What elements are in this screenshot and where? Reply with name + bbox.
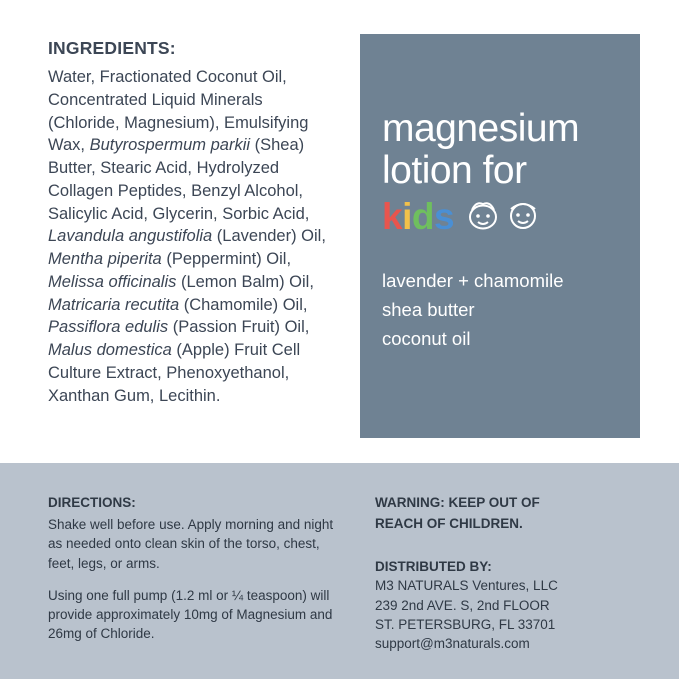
kids-row bbox=[382, 195, 626, 237]
directions-paragraph-1: Shake well before use. Apply morning and night as needed onto clean skin of the torso, chest, feet, legs, or arms. bbox=[48, 517, 334, 571]
warning-distributor-block bbox=[375, 494, 645, 653]
ingredients-block bbox=[48, 38, 338, 407]
product-title-line2: lotion for bbox=[382, 149, 527, 193]
distributor-line-2: 239 2nd AVE. S, 2nd FLOOR bbox=[375, 597, 550, 613]
kids-wordmark bbox=[382, 195, 455, 237]
distributor-line-3: ST. PETERSBURG, FL 33701 bbox=[375, 616, 556, 632]
directions-spacer bbox=[48, 573, 348, 586]
distributor-line-1: M3 NATURALS Ventures, LLC bbox=[375, 578, 558, 594]
distributor-email: support@m3naturals.com bbox=[375, 635, 530, 651]
directions-block bbox=[48, 494, 348, 643]
kid-faces-icons bbox=[464, 197, 540, 236]
kids-letter-k: k bbox=[382, 195, 403, 237]
benefit-item-2: shea butter bbox=[382, 298, 475, 320]
kids-letter-d: d bbox=[411, 195, 434, 237]
product-panel bbox=[360, 34, 640, 438]
benefits-list bbox=[382, 267, 626, 353]
product-panel-content bbox=[382, 108, 626, 353]
product-title-line1: magnesium bbox=[382, 107, 580, 150]
benefit-item-1: lavender + chamomile bbox=[382, 270, 564, 292]
warning-title-line1: WARNING: KEEP OUT OF bbox=[375, 495, 540, 510]
directions-title: DIRECTIONS: bbox=[48, 495, 136, 510]
warning-title-line2: REACH OF CHILDREN. bbox=[375, 516, 523, 532]
ingredients-title: INGREDIENTS: bbox=[48, 38, 176, 58]
benefit-item-3: coconut oil bbox=[382, 327, 471, 349]
kids-letter-s: s bbox=[433, 195, 455, 237]
kid-face-icon bbox=[506, 197, 540, 236]
distributed-by-title: DISTRIBUTED BY: bbox=[375, 559, 492, 575]
baby-face-icon bbox=[464, 197, 502, 236]
kids-letter-i: i bbox=[402, 195, 412, 237]
ingredients-text: Water, Fractionated Coconut Oil, Concentrated Liquid Minerals (Chloride, Magnesium), Emulsifying Wax, Butyrospermum parkii (Shea) Butter, Stearic Acid, Hydrolyzed Collagen Peptides, Benzyl Alcohol, Salicylic Acid, Glycerin, Sorbic Acid, Lavandula angustifolia (Lavender) Oil, Mentha piperita (Peppermint) Oil, Melissa officinalis (Lemon Balm) Oil, Matricaria recutita (Chamomile) Oil, Passiflora edulis (Passion Fruit) Oil, Malus domestica (Apple) Fruit Cell Culture Extract, Phenoxyethanol, Xanthan Gum, Lecithin. bbox=[48, 68, 326, 405]
directions-paragraph-2: Using one full pump (1.2 ml or ¼ teaspoon) will provide approximately 10mg of Magnesium and 26mg of Chloride. bbox=[48, 587, 333, 641]
